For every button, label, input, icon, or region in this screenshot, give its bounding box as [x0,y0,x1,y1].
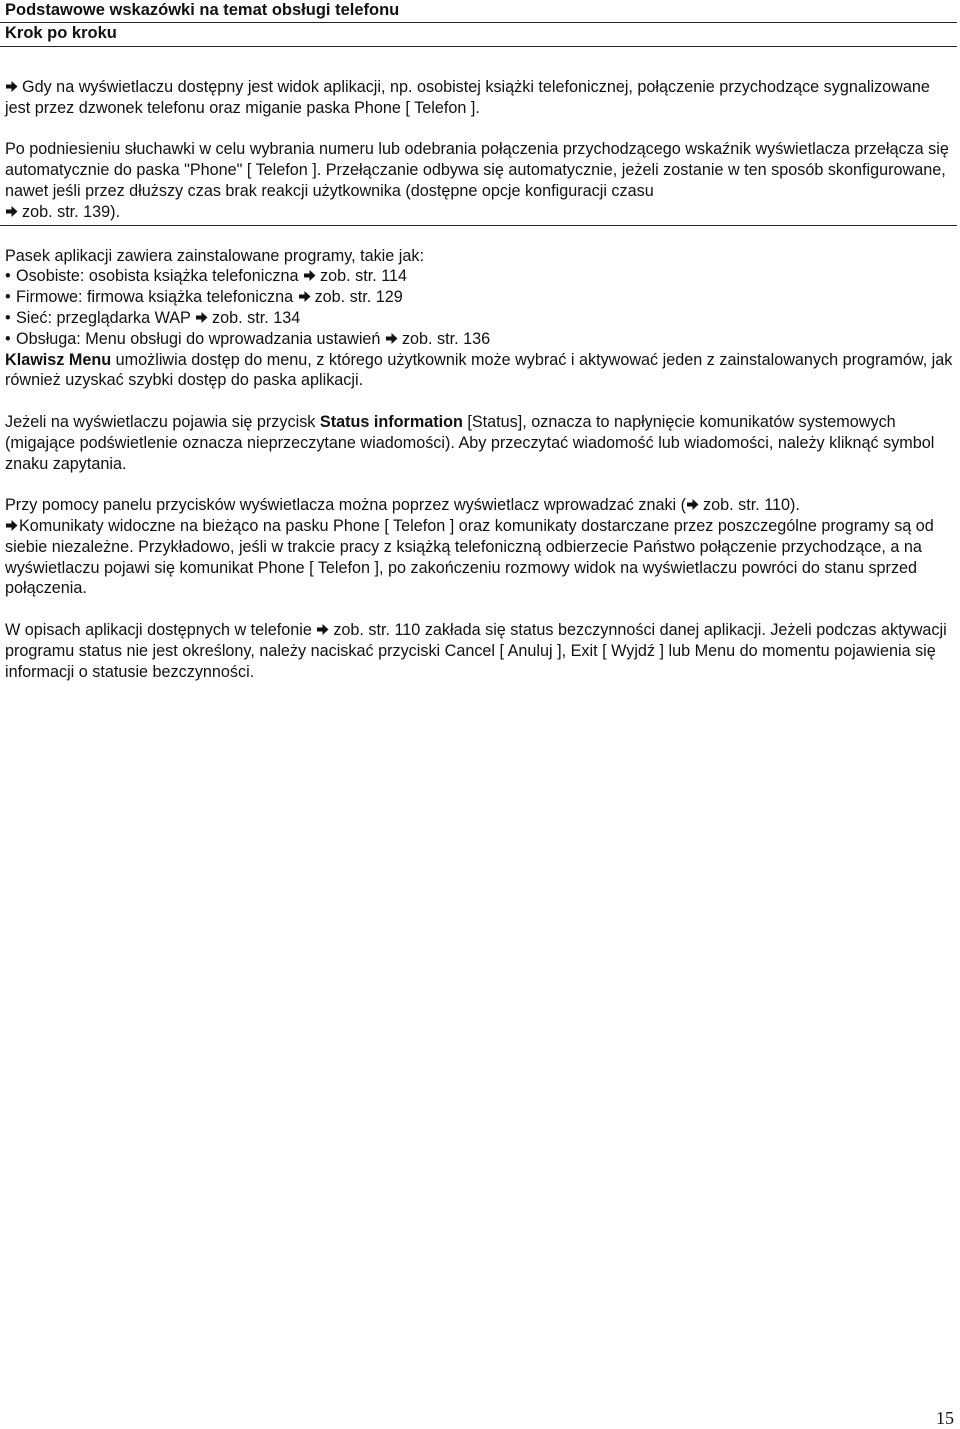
paragraph-menu-key: Klawisz Menu umożliwia dostęp do menu, z którego użytkownik może wybrać i aktywować jeden z zainstalowanych programów, jak również uzyskać szybki dostęp do paska aplikacji. [5,350,953,390]
arrow-right-icon [385,332,398,345]
list-item: • Sieć: przeglądarka WAP zob. str. 134 [5,308,301,327]
arrow-right-icon [195,311,208,324]
list-item: • Firmowe: firmowa książka telefoniczna zob. str. 129 [5,288,403,307]
paragraph-idle: W opisach aplikacji dostępnych w telefonie zob. str. 110 zakłada się status bezczynności danej aplikacji. Jeżeli podczas aktywacji programu status nie jest określony, należy naciskać przyciski Cancel [ Anuluj ], Exit [ Wyjdź ] lub Menu do momentu pojawienia się informacji o statusie bezczynności. [5,620,947,681]
section-subtitle: Krok po kroku [5,24,117,42]
page-reference: zob. str. 114 [320,267,408,286]
page-reference: zob. str. 110). [703,496,800,515]
arrow-right-icon [316,623,329,636]
paragraph-incoming-call: Gdy na wyświetlaczu dostępny jest widok aplikacji, np. osobistej książki telefonicznej, połączenie przychodzące sygnalizowane jest przez dzwonek telefonu oraz miganie paska Phone [ Telefon ]. [5,78,930,117]
arrow-right-icon [298,290,311,303]
document-page [5,0,957,682]
page-reference: zob. str. 139). [22,202,121,221]
section-title: Podstawowe wskazówki na temat obsługi telefonu [5,1,400,19]
page-number: 15 [936,1408,954,1428]
apps-intro: Pasek aplikacji zawiera zainstalowane programy, takie jak: [5,246,424,265]
paragraph-panel: Przy pomocy panelu przycisków wyświetlacza można poprzez wyświetlacz wprowadzać znaki ( zob. str. 110). [5,496,800,515]
arrow-right-icon [686,498,699,511]
list-item: • Obsługa: Menu obsługi do wprowadzania ustawień zob. str. 136 [5,329,491,348]
arrow-right-icon [303,269,316,282]
page-reference: zob. str. 110 [333,620,421,639]
page-reference: zob. str. 134 [212,308,301,327]
arrow-right-icon [5,205,18,218]
paragraph-status: Jeżeli na wyświetlaczu pojawia się przycisk Status information [Status], oznacza to napłynięcie komunikatów systemowych (migające podświetlenie oznacza nieprzeczytane wiadomości). Aby przeczytać wiadomość lub wiadomości, należy kliknąć symbol znaku zapytania. [5,412,935,473]
page-reference: zob. str. 136 [401,329,491,348]
apps-list [5,266,957,349]
page-reference: zob. str. 129 [314,288,403,307]
paragraph-messages: Komunikaty widoczne na bieżąco na pasku Phone [ Telefon ] oraz komunikaty dostarczane przez poszczególne programy są od siebie niezależne. Przykładowo, jeśli w trakcie pracy z książką telefoniczną odbierzecie Państwo połączenie przychodzące, a na wyświetlaczu pojawi się komunikat Phone [ Telefon ], po zakończeniu rozmowy widok na wyświetlaczu powróci do stanu sprzed połączenia. [5,516,934,598]
arrow-right-icon [5,519,18,532]
list-item: • Osobiste: osobista książka telefoniczna zob. str. 114 [5,267,408,286]
arrow-right-icon [5,80,18,93]
paragraph-handset: Po podniesieniu słuchawki w celu wybrania numeru lub odebrania połączenia przychodzącego wskaźnik wyświetlacza przełącza się automatycznie do paska "Phone" [ Telefon ]. Przełączanie odbywa się automatycznie, jeżeli zostanie w ten sposób skonfigurowane, nawet jeśli przez dłuższy czas brak reakcji użytkownika (dostępne opcje konfiguracji czasu zob. str. 139). [5,140,949,221]
